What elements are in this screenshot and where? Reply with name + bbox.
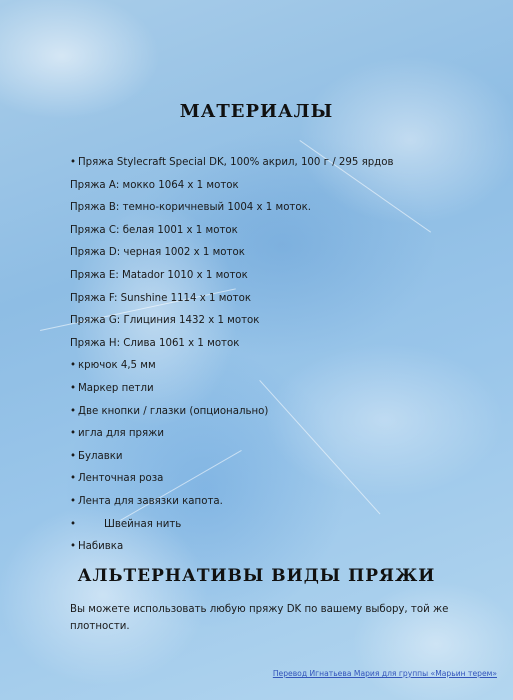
material-text: Маркер петли bbox=[78, 382, 154, 394]
bullet-icon: • bbox=[70, 450, 77, 462]
bullet-icon: • bbox=[70, 405, 77, 417]
bullet-icon: • bbox=[70, 382, 77, 394]
bullet-icon: • bbox=[70, 473, 77, 485]
bullet-icon: • bbox=[70, 360, 77, 372]
bullet-icon: • bbox=[70, 541, 77, 553]
material-item bbox=[70, 405, 393, 428]
alternatives-paragraph: Вы можете использовать любую пряжу DK по вашему выбору, той же плотности. bbox=[70, 604, 449, 632]
bullet-icon: • bbox=[70, 428, 77, 440]
material-text: Пряжа F: Sunshine 1114 x 1 моток bbox=[70, 292, 251, 304]
material-item bbox=[70, 269, 393, 292]
material-item bbox=[70, 314, 393, 337]
material-text: Пряжа А: мокко 1064 x 1 моток bbox=[70, 179, 239, 191]
material-item bbox=[70, 427, 393, 450]
material-text: Ленточная роза bbox=[78, 473, 164, 485]
material-text: Лента для завязки капота. bbox=[78, 495, 223, 507]
material-text: Пряжа E: Matador 1010 x 1 моток bbox=[70, 269, 248, 281]
material-text: Пряжа B: темно-коричневый 1004 x 1 моток. bbox=[70, 202, 311, 214]
material-item bbox=[70, 450, 393, 473]
material-text: Пряжа C: белая 1001 x 1 моток bbox=[70, 224, 238, 236]
material-item bbox=[70, 359, 393, 382]
material-item bbox=[70, 224, 393, 247]
material-text: крючок 4,5 мм bbox=[78, 360, 156, 372]
material-item bbox=[70, 495, 393, 518]
materials-heading: МАТЕРИАЛЫ bbox=[179, 101, 334, 122]
material-text: Пряжа G: Глициния 1432 x 1 моток bbox=[70, 315, 260, 327]
bullet-icon: • bbox=[70, 157, 77, 168]
material-text: Пряжа D: черная 1002 x 1 моток bbox=[70, 247, 245, 259]
material-item bbox=[70, 382, 393, 405]
material-item bbox=[70, 518, 393, 541]
material-text: Пряжа H: Слива 1061 x 1 моток bbox=[70, 337, 240, 349]
material-item bbox=[70, 337, 393, 360]
materials-list bbox=[70, 156, 393, 563]
material-text: Две кнопки / глазки (опционально) bbox=[78, 405, 269, 417]
material-text: игла для пряжи bbox=[78, 428, 164, 440]
material-item bbox=[70, 292, 393, 315]
bullet-icon: • bbox=[70, 495, 77, 507]
material-item bbox=[70, 246, 393, 269]
alternatives-heading: АЛЬТЕРНАТИВЫ ВИДЫ ПРЯЖИ bbox=[77, 566, 436, 586]
material-text: Швейная нить bbox=[104, 518, 182, 530]
material-item bbox=[70, 179, 393, 202]
translation-credit-link[interactable]: Перевод Игнатьева Мария для группы «Марьин терем» bbox=[272, 669, 497, 678]
material-item bbox=[70, 472, 393, 495]
material-text: Пряжа Stylecraft Special DK, 100% акрил, 100 г / 295 ярдов bbox=[78, 157, 394, 168]
bullet-icon: • bbox=[70, 518, 77, 530]
material-text: Булавки bbox=[78, 450, 123, 462]
material-item bbox=[70, 201, 393, 224]
material-text: Набивка bbox=[78, 541, 124, 553]
material-item bbox=[70, 540, 393, 563]
material-item bbox=[70, 156, 393, 179]
